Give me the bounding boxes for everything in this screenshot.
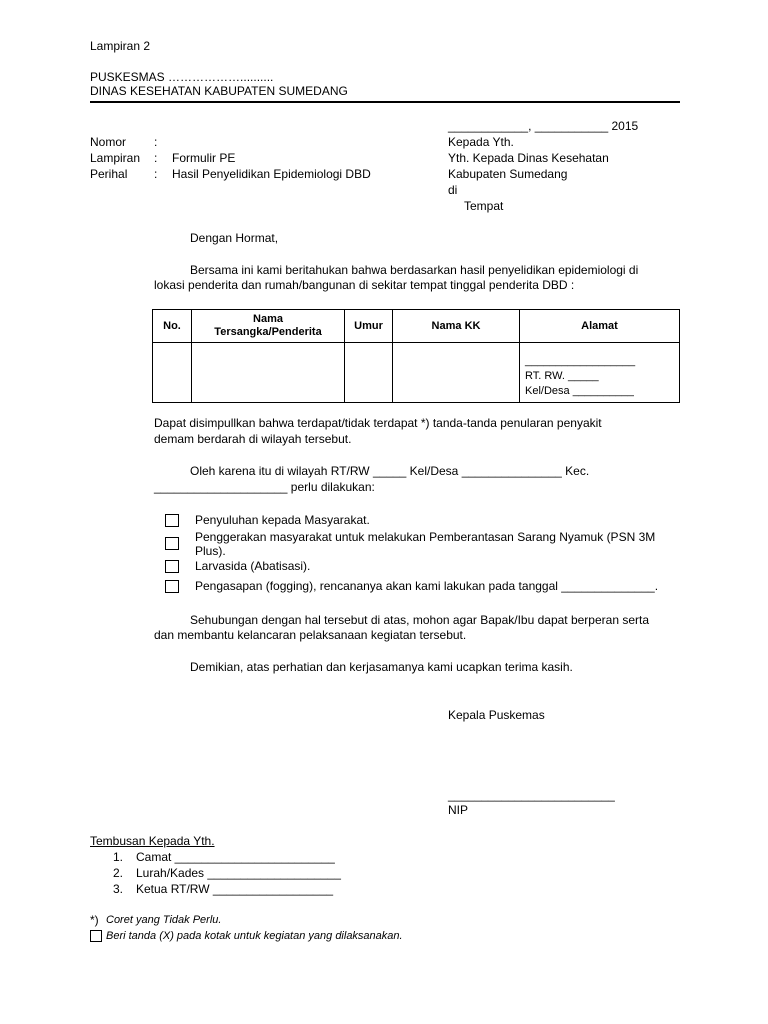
- kepada-yth: Kepada Yth.: [448, 135, 514, 149]
- conclusion-line-2: demam berdarah di wilayah tersebut.: [154, 432, 352, 446]
- col-header-alamat: Alamat: [520, 310, 680, 343]
- action-psn-label: Penggerakan masyarakat untuk melakukan Pemberantasan Sarang Nyamuk (PSN 3M: [195, 530, 656, 544]
- tembusan-item-1: Camat ________________________: [136, 850, 335, 864]
- cell-nama[interactable]: [192, 343, 345, 403]
- tembusan-title: Tembusan Kepada Yth.: [90, 834, 215, 848]
- footnote-box-text: Beri tanda (X) pada kotak untuk kegiatan yang dilaksanakan.: [106, 930, 403, 942]
- footnote-star-text: Coret yang Tidak Perlu.: [106, 914, 222, 926]
- checkbox-penyuluhan[interactable]: [165, 514, 179, 527]
- table-header-row: [153, 310, 680, 343]
- date-line: ____________, ___________ 2015: [448, 119, 639, 133]
- col-header-nama: [192, 310, 345, 343]
- region-line-1: Oleh karena itu di wilayah RT/RW _____ Kel/Desa _______________ Kec.: [190, 464, 590, 478]
- suspect-table: [152, 309, 680, 403]
- footnote-star-mark: *): [90, 913, 99, 927]
- conclusion-line-1: Dapat disimpullkan bahwa terdapat/tidak terdapat *) tanda-tanda penularan penyakit: [154, 416, 602, 430]
- cell-no[interactable]: [153, 343, 192, 403]
- addressee-kabupaten: Kabupaten Sumedang: [448, 167, 568, 181]
- paragraph-1-line-1: Bersama ini kami beritahukan bahwa berdasarkan hasil penyelidikan epidemiologi di: [190, 263, 639, 277]
- addressee-tempat: Tempat: [464, 199, 504, 213]
- lampiran-label: Lampiran: [90, 151, 141, 165]
- dinas-name: DINAS KESEHATAN KABUPATEN SUMEDANG: [90, 84, 348, 98]
- perihal-value: Hasil Penyelidikan Epidemiologi DBD: [172, 167, 371, 181]
- action-penyuluhan-label: Penyuluhan kepada Masyarakat.: [195, 513, 370, 527]
- col-header-no: No.: [153, 310, 192, 343]
- signature-nip: NIP: [448, 803, 469, 817]
- nomor-label: Nomor: [90, 135, 127, 149]
- checkbox-psn[interactable]: [165, 537, 179, 550]
- salutation: Dengan Hormat,: [190, 231, 279, 245]
- addressee-dinas: Yth. Kepada Dinas Kesehatan: [448, 151, 609, 165]
- closing-line-2: dan membantu kelancaran pelaksanaan kegiatan tersebut.: [154, 628, 467, 642]
- action-larvasida-label: Larvasida (Abatisasi).: [195, 559, 311, 573]
- signature-title: Kepala Puskemas: [448, 708, 545, 722]
- perihal-label: Perihal: [90, 167, 128, 181]
- addressee-di: di: [448, 183, 458, 197]
- col-header-nama-line-2: Tersangka/Penderita: [214, 326, 322, 338]
- col-header-nama-kk: Nama KK: [393, 310, 520, 343]
- checkbox-fogging[interactable]: [165, 580, 179, 593]
- paragraph-1-line-2: lokasi penderita dan rumah/bangunan di sekitar tempat tinggal penderita DBD :: [154, 278, 575, 292]
- tembusan-item-2: Lurah/Kades ____________________: [136, 866, 341, 880]
- alamat-kel-desa: Kel/Desa __________: [525, 385, 634, 397]
- nomor-colon: :: [154, 135, 158, 149]
- alamat-line: __________________: [525, 355, 636, 367]
- attachment-label: Lampiran 2: [90, 39, 151, 53]
- table-row: [153, 343, 680, 403]
- footnote-checkbox-icon: [90, 930, 102, 942]
- cell-nama-kk[interactable]: [393, 343, 520, 403]
- thanks-line: Demikian, atas perhatian dan kerjasamanya kami ucapkan terima kasih.: [190, 660, 573, 674]
- perihal-colon: :: [154, 167, 158, 181]
- closing-line-1: Sehubungan dengan hal tersebut di atas, mohon agar Bapak/Ibu dapat berperan serta: [190, 613, 650, 627]
- tembusan-num-3: 3.: [113, 882, 124, 896]
- cell-alamat[interactable]: [520, 343, 680, 403]
- col-header-umur: Umur: [345, 310, 393, 343]
- checkbox-larvasida[interactable]: [165, 560, 179, 573]
- action-psn-label-2: Plus).: [195, 544, 226, 558]
- tembusan-item-3: Ketua RT/RW __________________: [136, 882, 334, 896]
- lampiran-value: Formulir PE: [172, 151, 236, 165]
- cell-umur[interactable]: [345, 343, 393, 403]
- header-divider: [90, 101, 680, 103]
- signature-line: _________________________: [448, 788, 615, 802]
- lampiran-colon: :: [154, 151, 158, 165]
- region-line-2: ____________________ perlu dilakukan:: [154, 480, 375, 494]
- alamat-rt-rw: RT. RW. _____: [525, 370, 599, 382]
- col-header-nama-line-1: Nama: [253, 313, 283, 325]
- tembusan-num-2: 2.: [113, 866, 124, 880]
- action-fogging-label: Pengasapan (fogging), rencananya akan kami lakukan pada tanggal ______________.: [195, 579, 659, 593]
- puskesmas-name: PUSKESMAS ………………..........: [90, 70, 274, 84]
- tembusan-num-1: 1.: [113, 850, 124, 864]
